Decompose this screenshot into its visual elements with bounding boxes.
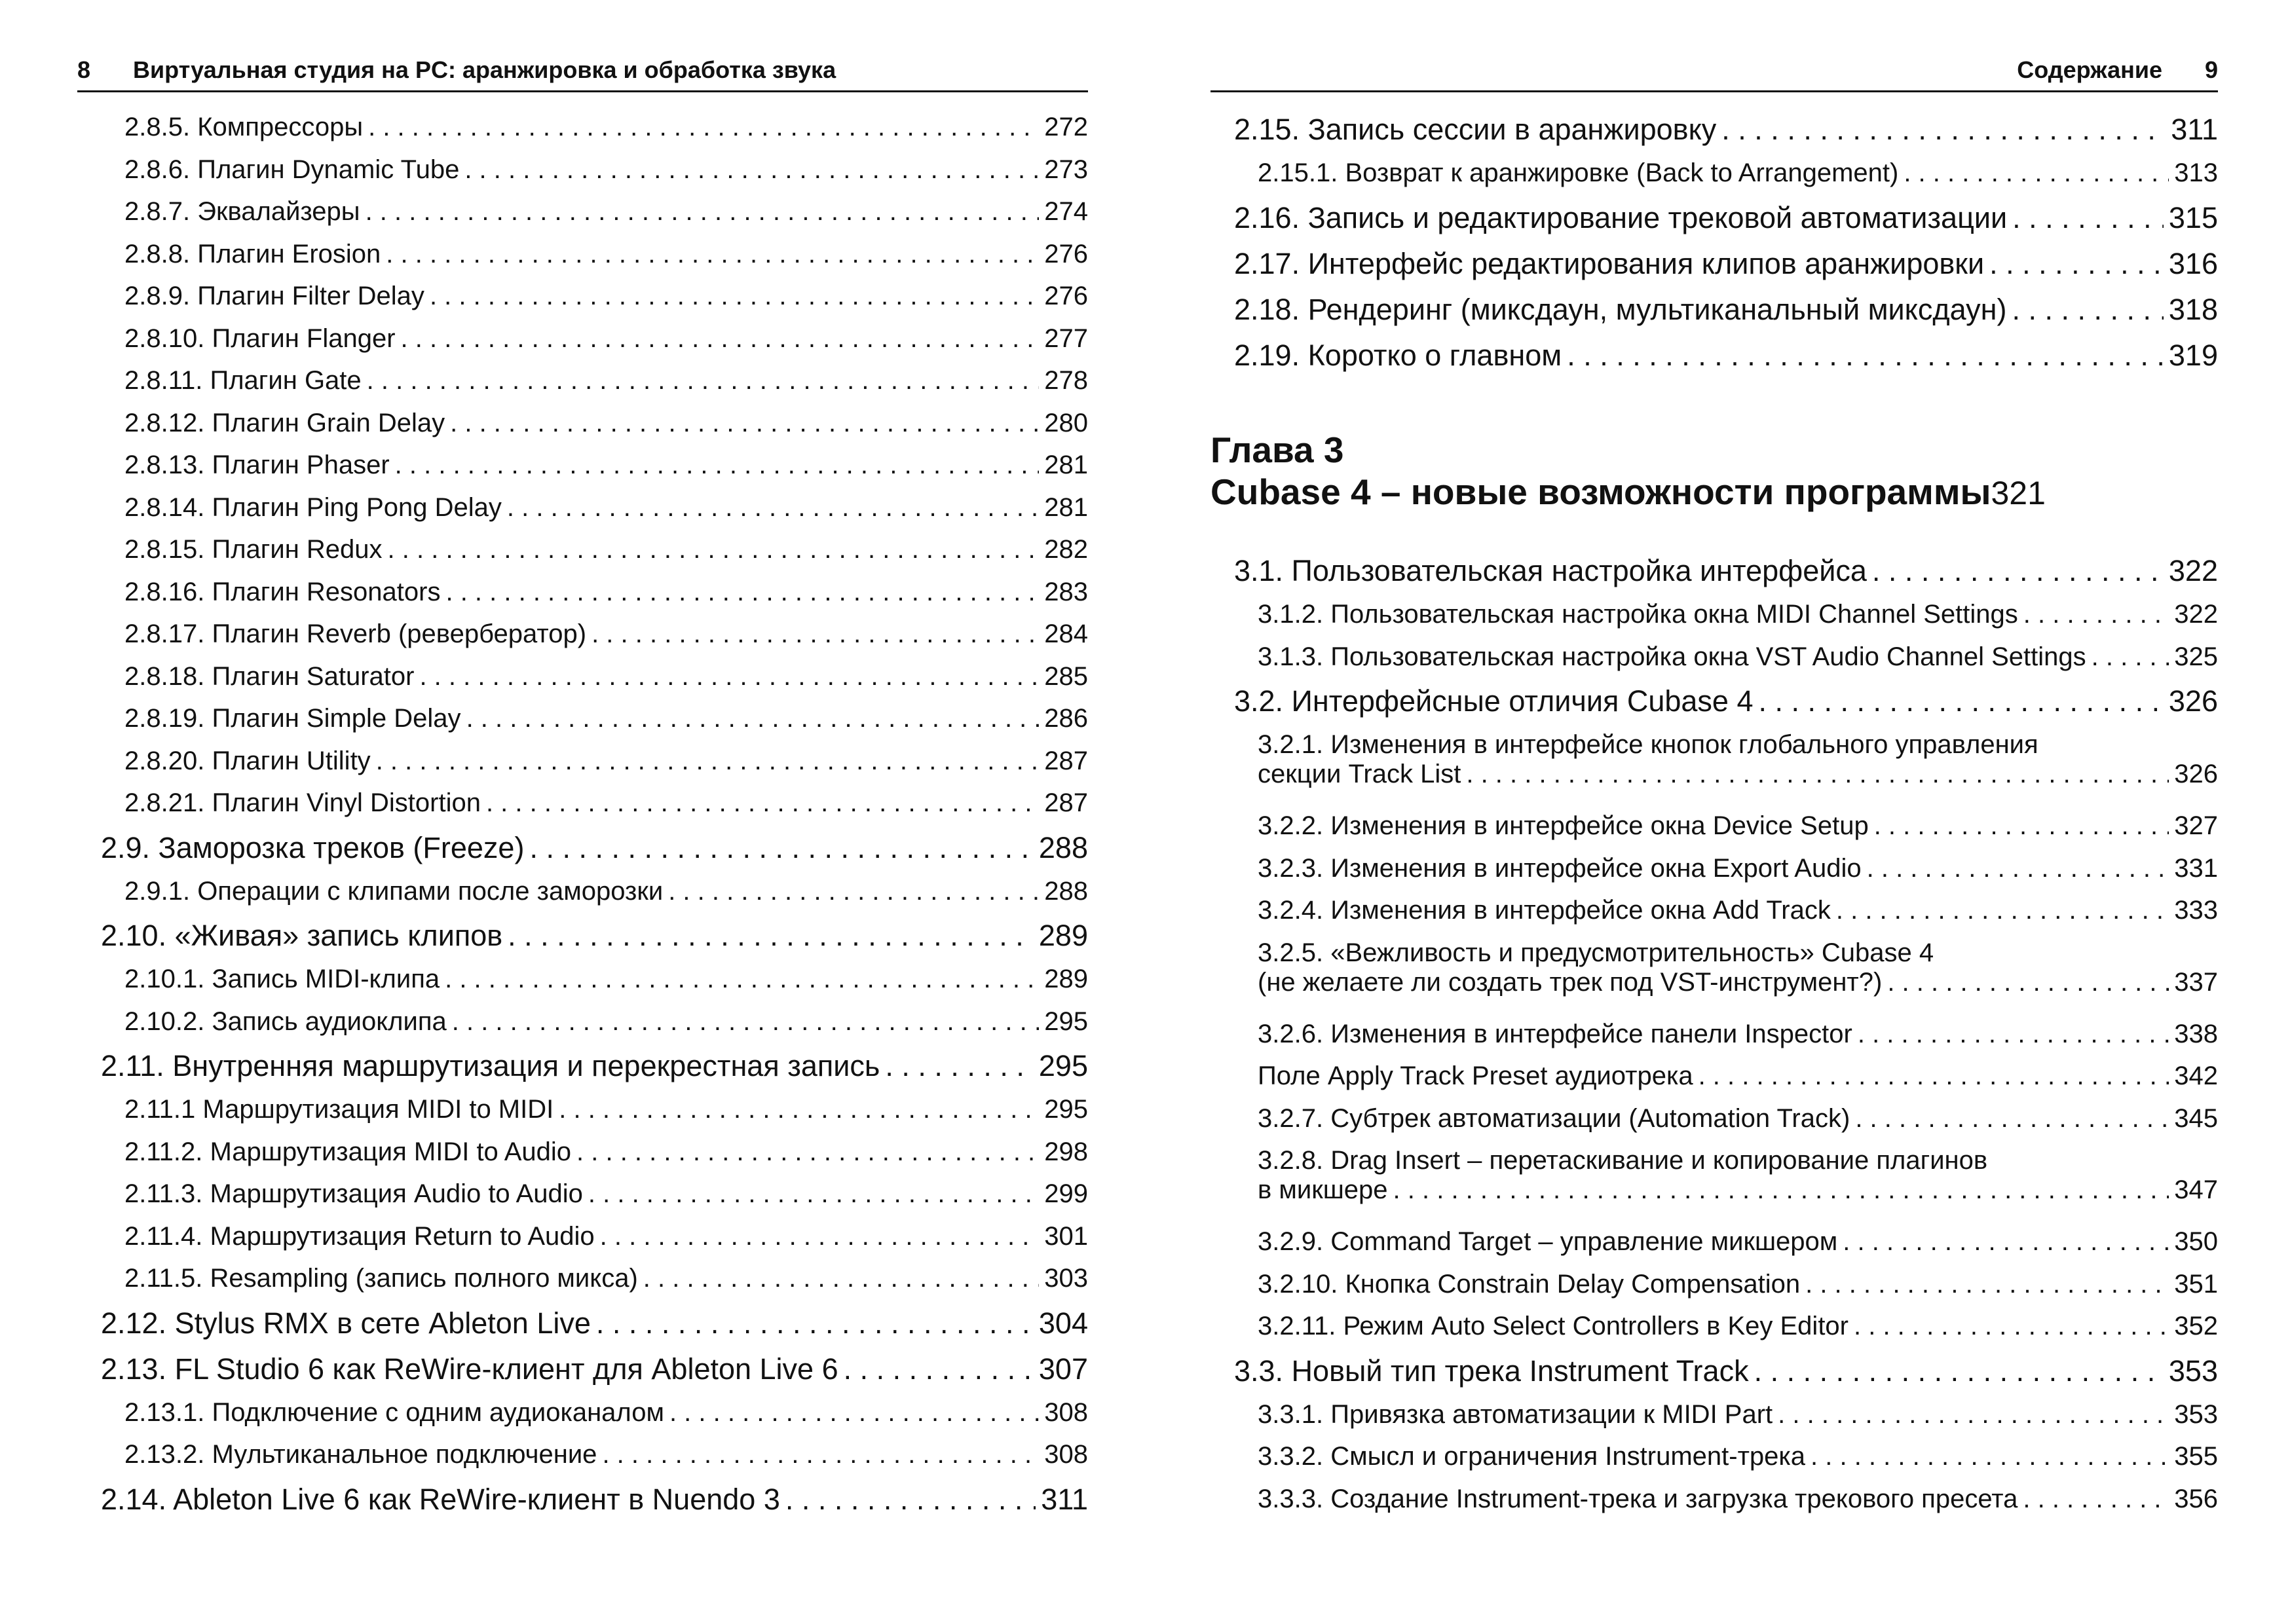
- leader-dots: [368, 113, 1039, 142]
- toc-entry: [77, 366, 1088, 403]
- toc-entry: [77, 1483, 1088, 1522]
- toc-entry-page: 286: [1044, 704, 1088, 733]
- toc-entry-page: 282: [1044, 535, 1088, 564]
- leader-dots: [1393, 1175, 2169, 1205]
- toc-entry-page: 272: [1044, 113, 1088, 141]
- toc-entry-page: 353: [2168, 1354, 2218, 1388]
- toc-entry-page: 313: [2174, 158, 2218, 187]
- leader-dots: [2012, 293, 2164, 327]
- toc-entry: [1211, 854, 2218, 891]
- toc-entry: [77, 662, 1088, 699]
- leader-dots: [508, 919, 1034, 953]
- leader-dots: [1858, 1020, 2169, 1049]
- leader-dots: [1699, 1061, 2169, 1091]
- toc-entry: [1211, 1400, 2218, 1437]
- leader-dots: [576, 1137, 1039, 1167]
- toc-entry: [1211, 1104, 2218, 1141]
- toc-entry-page: 356: [2174, 1484, 2218, 1513]
- toc-entry-title: 2.8.6. Плагин Dynamic Tube: [124, 155, 460, 184]
- chapter-title-row: [1211, 471, 2218, 513]
- toc-entry-title: 2.8.8. Плагин Erosion: [124, 239, 381, 268]
- toc-entry-page: 345: [2174, 1103, 2218, 1133]
- leader-dots: [388, 535, 1040, 564]
- toc-entry: [77, 747, 1088, 783]
- toc-entry: [77, 1264, 1088, 1301]
- toc-entry-title: 2.11.2. Маршрутизация MIDI to Audio: [124, 1137, 572, 1166]
- leader-dots: [419, 662, 1039, 692]
- toc-entry-page: 287: [1044, 788, 1088, 817]
- leader-dots: [2023, 1485, 2169, 1514]
- toc-entry: [1211, 1227, 2218, 1264]
- leader-dots: [1836, 896, 2169, 925]
- leader-dots: [2023, 600, 2169, 629]
- toc-entry-page: 326: [2174, 760, 2218, 788]
- leader-dots: [1867, 854, 2169, 883]
- leader-dots: [844, 1352, 1034, 1386]
- toc-entry: [1211, 1354, 2218, 1393]
- toc-entry-title: 3.2. Интерфейсные отличия Cubase 4: [1234, 684, 1754, 718]
- toc-entry-page: 288: [1044, 876, 1088, 906]
- toc-entry: [1211, 1485, 2218, 1521]
- leader-dots: [366, 197, 1040, 227]
- leader-dots: [1855, 1104, 2169, 1134]
- toc-entry: [77, 282, 1088, 318]
- toc-entry: [77, 1398, 1088, 1435]
- toc-entry-title: 3.2.1. Изменения в интерфейсе кнопок глобального управления: [1258, 730, 2038, 759]
- toc-entry-title: 3.3. Новый тип трека Instrument Track: [1234, 1354, 1749, 1388]
- toc-entry-page: 295: [1044, 1095, 1088, 1124]
- toc-entry-page: 327: [2174, 811, 2218, 840]
- toc-entry-title: 3.2.10. Кнопка Constrain Delay Compensation: [1258, 1269, 1801, 1299]
- toc-entry-title: 2.8.15. Плагин Redux: [124, 535, 383, 564]
- left-page-number: 8: [77, 56, 91, 83]
- leader-dots: [1872, 554, 2164, 588]
- left-page: [77, 0, 1088, 1624]
- toc-entry-page: 311: [1041, 1482, 1088, 1516]
- toc-entry: [77, 704, 1088, 741]
- toc-entry-page: 308: [1044, 1397, 1088, 1427]
- toc-entry: [1211, 684, 2218, 724]
- toc-entry: [77, 197, 1088, 234]
- leader-dots: [367, 366, 1040, 396]
- toc-entry-page: 322: [2174, 600, 2218, 629]
- toc-entry-page: 355: [2174, 1442, 2218, 1471]
- toc-entry: [1211, 1312, 2218, 1348]
- leader-dots: [591, 619, 1039, 649]
- toc-entry: [77, 155, 1088, 192]
- toc-entry-title: 2.8.16. Плагин Resonators: [124, 577, 441, 606]
- toc-entry: [1211, 600, 2218, 637]
- toc-entry-title: 2.8.11. Плагин Gate: [124, 366, 362, 395]
- toc-entry-page: 298: [1044, 1137, 1088, 1166]
- toc-entry-title: 2.8.13. Плагин Phaser: [124, 451, 390, 479]
- toc-entry-page: 276: [1044, 282, 1088, 310]
- toc-entry: [1211, 938, 2218, 997]
- leader-dots: [1989, 247, 2164, 281]
- leader-dots: [596, 1306, 1034, 1340]
- leader-dots: [529, 831, 1033, 865]
- chapter-heading: [1211, 429, 2218, 513]
- right-page-number: 9: [2204, 56, 2218, 83]
- leader-dots: [1904, 158, 2169, 188]
- toc-entry-title: 3.2.9. Command Target – управление микшером: [1258, 1227, 1838, 1256]
- leader-dots: [507, 493, 1039, 523]
- leader-dots: [785, 1483, 1036, 1517]
- leader-dots: [1778, 1400, 2169, 1430]
- toc-entry-page: 347: [2174, 1175, 2218, 1204]
- toc-entry-title: 3.2.4. Изменения в интерфейсе окна Add Track: [1258, 896, 1831, 925]
- toc-entry: [77, 578, 1088, 614]
- toc-entry-continuation: [1258, 760, 2218, 789]
- leader-dots: [643, 1264, 1039, 1293]
- toc-entry-title: 2.8.20. Плагин Utility: [124, 746, 371, 775]
- leader-dots: [452, 1007, 1040, 1037]
- leader-dots: [1466, 760, 2169, 789]
- toc-entry-page: 352: [2174, 1312, 2218, 1340]
- toc-entry-page: 273: [1044, 155, 1088, 184]
- toc-entry-title: 2.10. «Живая» запись клипов: [101, 919, 503, 952]
- toc-entry-title: 2.8.17. Плагин Reverb (ревербератор): [124, 619, 587, 648]
- toc-entry-title: 3.2.8. Drag Insert – перетаскивание и копирование плагинов: [1258, 1146, 1988, 1175]
- toc-entry-title: 2.15. Запись сессии в аранжировку: [1234, 113, 1717, 146]
- toc-entry-page: 325: [2174, 642, 2218, 671]
- leader-dots: [401, 324, 1040, 354]
- toc-entry: [1211, 1442, 2218, 1479]
- toc-entry-page: 283: [1044, 577, 1088, 606]
- leader-dots: [559, 1095, 1039, 1124]
- toc-entry-page: 295: [1044, 1006, 1088, 1036]
- toc-entry-title: 2.8.21. Плагин Vinyl Distortion: [124, 788, 481, 817]
- toc-entry-title: 2.17. Интерфейс редактирования клипов аранжировки: [1234, 246, 1985, 280]
- toc-entry-page: 351: [2174, 1269, 2218, 1299]
- leader-dots: [668, 877, 1039, 906]
- toc-entry-title: 3.1. Пользовательская настройка интерфейса: [1234, 554, 1867, 587]
- leader-dots: [486, 788, 1039, 818]
- toc-entry: [1211, 1146, 2218, 1204]
- toc-entry: [77, 1007, 1088, 1044]
- leader-dots: [464, 155, 1039, 185]
- toc-entry: [1211, 1270, 2218, 1306]
- toc-entry-page: 287: [1044, 746, 1088, 775]
- toc-entry: [1211, 1020, 2218, 1056]
- toc-entry-title: 2.10.2. Запись аудиоклипа: [124, 1006, 447, 1036]
- toc-entry-page: 303: [1044, 1264, 1088, 1293]
- toc-entry-title: 2.11. Внутренняя маршрутизация и перекрестная запись: [101, 1049, 880, 1082]
- toc-entry: [77, 831, 1088, 870]
- toc-entry-page: 331: [2174, 853, 2218, 883]
- toc-entry: [1211, 339, 2218, 378]
- toc-entry-title: 2.18. Рендеринг (миксдаун, мультиканальный миксдаун): [1234, 292, 2007, 326]
- chapter-title: Cubase 4 – новые возможности программы: [1211, 471, 1991, 512]
- toc-entry: [77, 1049, 1088, 1088]
- leader-dots: [1843, 1227, 2169, 1257]
- toc-entry-page: 289: [1038, 919, 1088, 952]
- toc-entry-page: 342: [2174, 1061, 2218, 1090]
- toc-entry: [1211, 293, 2218, 332]
- toc-entry-title: 2.9. Заморозка треков (Freeze): [101, 830, 525, 864]
- toc-entry-page: 280: [1044, 408, 1088, 437]
- toc-entry-page: 333: [2174, 896, 2218, 925]
- right-running-title: Содержание: [2017, 56, 2162, 83]
- toc-entry-title: 2.13.2. Мультиканальное подключение: [124, 1440, 597, 1469]
- toc-entry-title: 3.2.6. Изменения в интерфейсе панели Inspector: [1258, 1019, 1852, 1048]
- right-page: [1211, 0, 2218, 1624]
- toc-entry: [77, 1352, 1088, 1392]
- leader-dots: [669, 1398, 1039, 1428]
- toc-entry-page: 301: [1044, 1221, 1088, 1251]
- toc-entry: [77, 1137, 1088, 1174]
- leader-dots: [1721, 113, 2166, 147]
- toc-entry-page: 274: [1044, 197, 1088, 226]
- leader-dots: [602, 1440, 1039, 1469]
- chapter-label: Глава 3: [1211, 430, 1344, 470]
- toc-entry: [77, 240, 1088, 276]
- toc-entry-page: 319: [2168, 338, 2218, 372]
- toc-entry-title: 3.1.2. Пользовательская настройка окна MIDI Channel Settings: [1258, 600, 2018, 629]
- toc-entry: [77, 1095, 1088, 1132]
- toc-entry-page: 284: [1044, 619, 1088, 648]
- chapter-page: 321: [1991, 475, 2046, 511]
- toc-entry-page: 326: [2168, 684, 2218, 718]
- toc-entry: [1211, 247, 2218, 286]
- leader-dots: [1805, 1270, 2169, 1299]
- toc-entry-title: 2.11.3. Маршрутизация Audio to Audio: [124, 1179, 583, 1208]
- toc-entry-page: 295: [1038, 1049, 1088, 1082]
- toc-entry-title: 2.15.1. Возврат к аранжировке (Back to Arrangement): [1258, 158, 1899, 187]
- toc-entry: [1211, 730, 2218, 788]
- right-running-header: [1211, 55, 2218, 92]
- toc-entry-title: 2.14. Ableton Live 6 как ReWire-клиент в Nuendo 3: [101, 1482, 780, 1516]
- toc-entry-title: 2.8.5. Компрессоры: [124, 113, 364, 141]
- toc-entry-title: 2.19. Коротко о главном: [1234, 338, 1562, 372]
- toc-entry-continuation: [1258, 968, 2218, 997]
- toc-entry-title: 2.11.1 Маршрутизация MIDI to MIDI: [124, 1095, 554, 1124]
- toc-entry-title: 2.8.12. Плагин Grain Delay: [124, 408, 445, 437]
- toc-entry: [1211, 158, 2218, 195]
- toc-entry-title: 2.10.1. Запись MIDI-клипа: [124, 965, 440, 993]
- toc-entry-title: 3.2.5. «Вежливость и предусмотрительность» Cubase 4: [1258, 938, 1934, 967]
- toc-entry-title: 2.13.1. Подключение с одним аудиоканалом: [124, 1397, 664, 1427]
- toc-entry-title: 2.8.19. Плагин Simple Delay: [124, 704, 461, 733]
- toc-entry: [77, 788, 1088, 825]
- leader-dots: [1754, 1354, 2164, 1388]
- leader-dots: [376, 747, 1040, 776]
- toc-entry-title-cont: в микшере: [1258, 1175, 1388, 1204]
- toc-entry: [77, 877, 1088, 913]
- toc-entry-title: 3.3.3. Создание Instrument-трека и загрузка трекового пресета: [1258, 1484, 2018, 1513]
- toc-entry-page: 285: [1044, 661, 1088, 691]
- toc-entry-title: 2.12. Stylus RMX в сете Ableton Live: [101, 1306, 591, 1340]
- toc-entry-title-cont: (не желаете ли создать трек под VST-инструмент?): [1258, 967, 1883, 997]
- toc-entry-title-cont: секции Track List: [1258, 760, 1461, 788]
- toc-entry-title: 3.2.7. Субтрек автоматизации (Automation Track): [1258, 1103, 1850, 1133]
- leader-dots: [1567, 339, 2164, 373]
- toc-entry-page: 316: [2168, 246, 2218, 280]
- leader-dots: [2092, 642, 2169, 672]
- toc-entry-page: 288: [1038, 830, 1088, 864]
- toc-entry-page: 304: [1038, 1306, 1088, 1340]
- toc-entry: [77, 324, 1088, 361]
- leader-dots: [1811, 1442, 2169, 1471]
- toc-entry-title: 3.2.3. Изменения в интерфейсе окна Export Audio: [1258, 853, 1862, 883]
- toc-entry: [1211, 811, 2218, 848]
- toc-entry-title: 2.13. FL Studio 6 как ReWire-клиент для Ableton Live 6: [101, 1352, 838, 1386]
- left-running-title: Виртуальная студия на PC: аранжировка и обработка звука: [133, 56, 836, 83]
- toc-entry: [77, 535, 1088, 572]
- toc-entry-page: 307: [1038, 1352, 1088, 1386]
- toc-entry: [77, 451, 1088, 487]
- toc-entry: [77, 1306, 1088, 1346]
- toc-entry-page: 322: [2168, 554, 2218, 587]
- toc-entry-title: 3.2.11. Режим Auto Select Controllers в Key Editor: [1258, 1312, 1849, 1340]
- toc-entry-title: 2.11.4. Маршрутизация Return to Audio: [124, 1221, 595, 1251]
- toc-entry-page: 350: [2174, 1227, 2218, 1256]
- toc-entry-page: 276: [1044, 239, 1088, 268]
- toc-entry-page: 337: [2174, 967, 2218, 997]
- toc-entry: [77, 493, 1088, 530]
- toc-entry-title: 3.3.2. Смысл и ограничения Instrument-трека: [1258, 1442, 1806, 1471]
- leader-dots: [1874, 811, 2169, 841]
- toc-entry-page: 278: [1044, 366, 1088, 395]
- toc-entry-page: 308: [1044, 1440, 1088, 1469]
- toc-entry-title: 2.8.14. Плагин Ping Pong Delay: [124, 492, 502, 522]
- toc-entry-continuation: [1258, 1175, 2218, 1205]
- toc-entry: [1211, 896, 2218, 932]
- leader-dots: [1758, 684, 2163, 718]
- toc-entry: [77, 1222, 1088, 1259]
- leader-dots: [445, 965, 1039, 994]
- toc-entry-title: 2.8.18. Плагин Saturator: [124, 661, 415, 691]
- leader-dots: [450, 409, 1039, 438]
- toc-entry-page: 311: [2171, 113, 2218, 146]
- toc-entry-title: 3.3.1. Привязка автоматизации к MIDI Part: [1258, 1399, 1773, 1429]
- toc-entry-page: 338: [2174, 1019, 2218, 1048]
- left-running-header: [77, 55, 1088, 92]
- toc-entry-title: 2.8.10. Плагин Flanger: [124, 323, 396, 353]
- toc-entry-title: 2.8.7. Эквалайзеры: [124, 197, 360, 226]
- leader-dots: [466, 704, 1040, 733]
- toc-entry-page: 289: [1044, 965, 1088, 993]
- toc-entry-title: 3.2.2. Изменения в интерфейсе окна Device Setup: [1258, 811, 1869, 840]
- leader-dots: [386, 240, 1039, 269]
- toc-entry: [77, 965, 1088, 1001]
- toc-entry: [1211, 201, 2218, 240]
- toc-entry: [77, 409, 1088, 445]
- leader-dots: [395, 451, 1040, 480]
- toc-entry-title: 3.1.3. Пользовательская настройка окна VST Audio Channel Settings: [1258, 642, 2086, 671]
- leader-dots: [588, 1179, 1039, 1209]
- toc-entry-page: 318: [2168, 292, 2218, 326]
- toc-entry-title: 2.8.9. Плагин Filter Delay: [124, 282, 424, 310]
- leader-dots: [445, 578, 1039, 607]
- toc-entry-page: 277: [1044, 323, 1088, 353]
- toc-entry-page: 315: [2168, 200, 2218, 234]
- toc-entry-page: 281: [1044, 492, 1088, 522]
- leader-dots: [430, 282, 1039, 311]
- toc-entry: [77, 113, 1088, 149]
- toc-entry-page: 353: [2174, 1399, 2218, 1429]
- toc-entry-title: 2.16. Запись и редактирование трековой автоматизации: [1234, 200, 2008, 234]
- leader-dots: [1854, 1312, 2169, 1341]
- toc-entry: [77, 1179, 1088, 1216]
- toc-entry: [77, 919, 1088, 958]
- toc-entry-title: 2.9.1. Операции с клипами после заморозки: [124, 876, 664, 906]
- toc-entry: [1211, 554, 2218, 593]
- toc-entry: [77, 1440, 1088, 1477]
- toc-entry-page: 299: [1044, 1179, 1088, 1208]
- leader-dots: [2012, 201, 2164, 235]
- toc-entry: [1211, 642, 2218, 679]
- leader-dots: [600, 1222, 1040, 1251]
- toc-entry-title: Поле Apply Track Preset аудиотрека: [1258, 1061, 1693, 1090]
- leader-dots: [885, 1049, 1034, 1083]
- toc-entry-page: 281: [1044, 451, 1088, 479]
- leader-dots: [1887, 968, 2169, 997]
- toc-entry-title: 2.11.5. Resampling (запись полного микса): [124, 1264, 638, 1293]
- toc-entry: [1211, 1061, 2218, 1098]
- toc-entry: [1211, 113, 2218, 152]
- toc-entry: [77, 619, 1088, 656]
